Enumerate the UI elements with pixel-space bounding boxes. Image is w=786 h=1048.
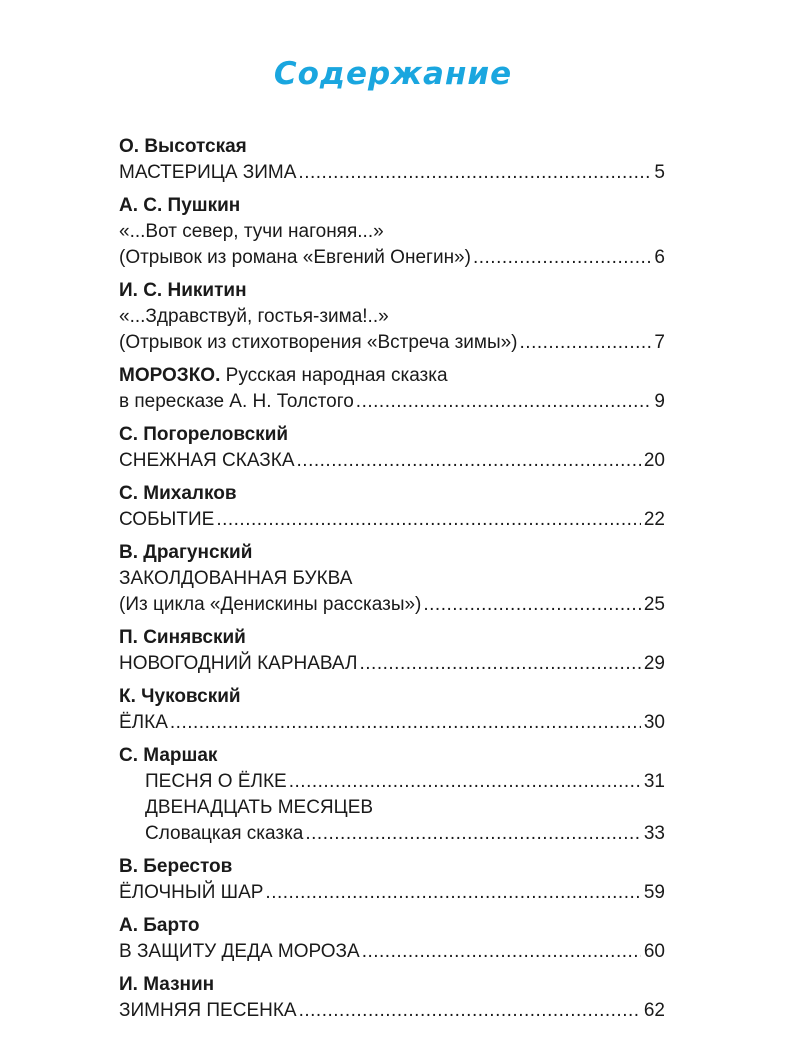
page-number: 62 xyxy=(643,1000,665,1021)
toc-line[interactable] xyxy=(119,507,665,533)
work-title: ЗИМНЯЯ ПЕСЕНКА xyxy=(119,1000,297,1021)
dot-leader xyxy=(423,592,640,618)
toc-entry xyxy=(119,854,665,906)
toc-line xyxy=(119,795,665,821)
page-number: 33 xyxy=(643,823,665,844)
page-number: 29 xyxy=(643,653,665,674)
toc-entry xyxy=(119,625,665,677)
page-number: 60 xyxy=(643,941,665,962)
toc-line[interactable] xyxy=(119,821,665,847)
work-title: «...Вот север, тучи нагоняя...» xyxy=(119,221,384,242)
toc-line xyxy=(119,219,665,245)
page-number: 30 xyxy=(643,712,665,733)
work-subtitle: (Отрывок из романа «Евгений Онегин») xyxy=(119,247,471,268)
toc-line[interactable] xyxy=(119,769,665,795)
author-name: И. Мазнин xyxy=(119,974,215,995)
work-subtitle: в пересказе А. Н. Толстого xyxy=(119,391,354,412)
entry-author xyxy=(119,684,665,710)
author-name: В. Берестов xyxy=(119,856,233,877)
work-title-bold: МОРОЗКО. xyxy=(119,365,221,386)
dot-leader xyxy=(360,651,641,677)
entry-author xyxy=(119,625,665,651)
toc-entry xyxy=(119,684,665,736)
author-name: И. С. Никитин xyxy=(119,280,247,301)
dot-leader xyxy=(299,998,641,1024)
toc-entry xyxy=(119,363,665,415)
page-number: 59 xyxy=(643,882,665,903)
dot-leader xyxy=(362,939,641,965)
author-name: С. Маршак xyxy=(119,745,218,766)
dot-leader xyxy=(520,330,652,356)
toc-line xyxy=(119,304,665,330)
entry-author xyxy=(119,913,665,939)
author-name: К. Чуковский xyxy=(119,686,241,707)
work-subtitle: Словацкая сказка xyxy=(145,823,304,844)
work-genre: Русская народная сказка xyxy=(225,365,448,386)
work-subtitle: (Из цикла «Денискины рассказы») xyxy=(119,594,422,615)
author-name: В. Драгунский xyxy=(119,542,253,563)
page-number: 31 xyxy=(643,771,665,792)
work-title: СОБЫТИЕ xyxy=(119,509,215,530)
toc-line[interactable] xyxy=(119,592,665,618)
author-name: О. Высотская xyxy=(119,136,247,157)
page-number: 6 xyxy=(654,247,665,268)
work-title: ПЕСНЯ О ЁЛКЕ xyxy=(145,771,287,792)
toc-entry xyxy=(119,481,665,533)
entry-author xyxy=(119,481,665,507)
toc-line[interactable] xyxy=(119,998,665,1024)
table-of-contents xyxy=(119,134,665,1031)
entry-author xyxy=(119,193,665,219)
work-title: ЁЛОЧНЫЙ ШАР xyxy=(119,882,264,903)
author-name: А. С. Пушкин xyxy=(119,195,241,216)
toc-entry xyxy=(119,743,665,847)
page-title: Содержание xyxy=(273,56,513,92)
dot-leader xyxy=(265,880,640,906)
dot-leader xyxy=(297,448,641,474)
author-name: С. Михалков xyxy=(119,483,237,504)
toc-line[interactable] xyxy=(119,160,665,186)
dot-leader xyxy=(289,769,641,795)
toc-entry xyxy=(119,540,665,618)
work-title: СНЕЖНАЯ СКАЗКА xyxy=(119,450,295,471)
entry-author xyxy=(119,422,665,448)
entry-author xyxy=(119,540,665,566)
work-title: «...Здравствуй, гостья-зима!..» xyxy=(119,306,389,327)
page-number: 22 xyxy=(643,509,665,530)
entry-author xyxy=(119,134,665,160)
author-name: С. Погореловский xyxy=(119,424,289,445)
dot-leader xyxy=(298,160,651,186)
page-number: 5 xyxy=(654,162,665,183)
toc-entry xyxy=(119,193,665,271)
toc-line[interactable] xyxy=(119,448,665,474)
toc-entry xyxy=(119,134,665,186)
work-subtitle: (Отрывок из стихотворения «Встреча зимы») xyxy=(119,332,518,353)
dot-leader xyxy=(170,710,641,736)
toc-line xyxy=(119,566,665,592)
dot-leader xyxy=(473,245,651,271)
entry-author xyxy=(119,743,665,769)
work-title: МАСТЕРИЦА ЗИМА xyxy=(119,162,297,183)
toc-line[interactable] xyxy=(119,939,665,965)
work-title: ДВЕНАДЦАТЬ МЕСЯЦЕВ xyxy=(145,797,374,818)
dot-leader xyxy=(305,821,640,847)
toc-line[interactable] xyxy=(119,710,665,736)
entry-author xyxy=(119,363,665,389)
toc-entry xyxy=(119,972,665,1024)
author-name: А. Барто xyxy=(119,915,200,936)
toc-entry xyxy=(119,278,665,356)
work-title: ЁЛКА xyxy=(119,712,168,733)
work-title: В ЗАЩИТУ ДЕДА МОРОЗА xyxy=(119,941,360,962)
dot-leader xyxy=(216,507,641,533)
toc-line[interactable] xyxy=(119,389,665,415)
entry-author xyxy=(119,854,665,880)
toc-line[interactable] xyxy=(119,245,665,271)
toc-line[interactable] xyxy=(119,330,665,356)
page-number: 9 xyxy=(654,391,665,412)
author-name: П. Синявский xyxy=(119,627,246,648)
toc-entry xyxy=(119,913,665,965)
page-number: 7 xyxy=(654,332,665,353)
page-number: 20 xyxy=(643,450,665,471)
entry-author xyxy=(119,278,665,304)
work-title: НОВОГОДНИЙ КАРНАВАЛ xyxy=(119,653,358,674)
toc-entry xyxy=(119,422,665,474)
toc-line[interactable] xyxy=(119,651,665,677)
toc-line[interactable] xyxy=(119,880,665,906)
work-title: ЗАКОЛДОВАННАЯ БУКВА xyxy=(119,568,353,589)
entry-author xyxy=(119,972,665,998)
page-number: 25 xyxy=(643,594,665,615)
dot-leader xyxy=(356,389,652,415)
